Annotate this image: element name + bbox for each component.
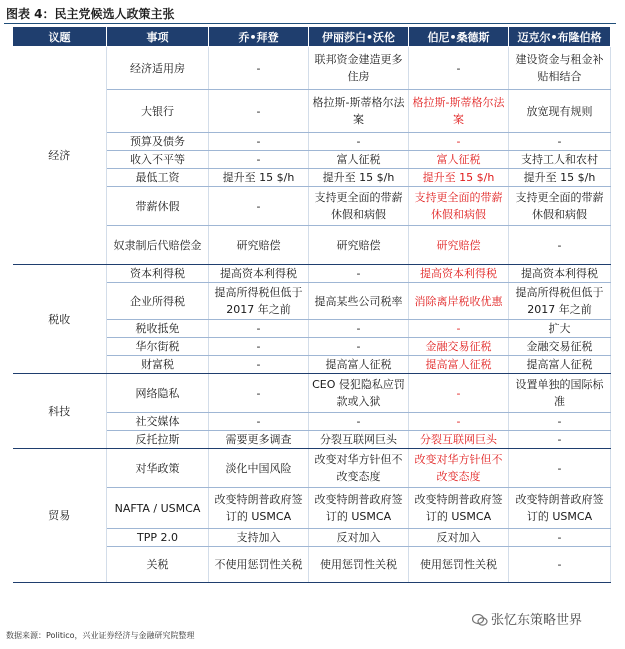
topic-cell: 经济 [13,47,107,265]
bloomberg-cell: - [509,413,611,431]
bloomberg-cell: 提高资本利得税 [509,265,611,283]
figure-title: 图表 4：民主党候选人政策主张 [6,7,175,21]
biden-cell: 提升至 15 $/h [209,169,309,187]
item-cell: 企业所得税 [107,283,209,320]
warren-cell: 使用惩罚性关税 [309,547,409,583]
warren-cell: 改变特朗普政府签订的 USMCA [309,488,409,529]
sanders-cell: 提升至 15 $/h [409,169,509,187]
bloomberg-cell: - [509,226,611,265]
warren-cell: 格拉斯-斯蒂格尔法案 [309,90,409,133]
bloomberg-cell: 放宽现有规则 [509,90,611,133]
warren-cell: 研究赔偿 [309,226,409,265]
warren-cell: 联邦资金建造更多住房 [309,47,409,90]
biden-cell: 需要更多调查 [209,431,309,449]
biden-cell: - [209,413,309,431]
header-warren: 伊丽莎白•沃伦 [309,27,409,47]
topic-cell: 科技 [13,374,107,449]
warren-cell: - [309,265,409,283]
sanders-cell: 金融交易征税 [409,338,509,356]
wechat-icon [472,614,488,626]
biden-cell: 提高所得税但低于 2017 年之前 [209,283,309,320]
item-cell: 预算及债务 [107,133,209,151]
biden-cell: 改变特朗普政府签订的 USMCA [209,488,309,529]
item-cell: 华尔街税 [107,338,209,356]
item-cell: NAFTA / USMCA [107,488,209,529]
sanders-cell: 格拉斯-斯蒂格尔法案 [409,90,509,133]
bloomberg-cell: 提高富人征税 [509,356,611,374]
bloomberg-cell: 提高所得税但低于 2017 年之前 [509,283,611,320]
sanders-cell: 反对加入 [409,529,509,547]
sanders-cell: 富人征税 [409,151,509,169]
item-cell: 社交媒体 [107,413,209,431]
biden-cell: - [209,47,309,90]
bloomberg-cell: 设置单独的国际标准 [509,374,611,413]
title-rule [4,23,616,24]
biden-cell: - [209,374,309,413]
sanders-cell: - [409,413,509,431]
topic-cell: 贸易 [13,449,107,583]
biden-cell: - [209,133,309,151]
bloomberg-cell: 扩大 [509,320,611,338]
warren-cell: 改变对华方针但不改变态度 [309,449,409,488]
watermark [472,609,582,628]
item-cell: 反托拉斯 [107,431,209,449]
item-cell: 税收抵免 [107,320,209,338]
biden-cell: - [209,187,309,226]
sanders-cell: 提高富人征税 [409,356,509,374]
biden-cell: 淡化中国风险 [209,449,309,488]
biden-cell: 提高资本利得税 [209,265,309,283]
source-note: 数据来源：Politico，兴业证券经济与金融研究院整理 [6,631,195,640]
table-row [13,374,611,413]
warren-cell: 提升至 15 $/h [309,169,409,187]
biden-cell: - [209,338,309,356]
warren-cell: 反对加入 [309,529,409,547]
item-cell: 财富税 [107,356,209,374]
sanders-cell: 提高资本利得税 [409,265,509,283]
table-row [13,449,611,488]
policy-table [12,26,611,583]
header-topic: 议题 [13,27,107,47]
biden-cell: 研究赔偿 [209,226,309,265]
item-cell: 带薪休假 [107,187,209,226]
sanders-cell: 研究赔偿 [409,226,509,265]
sanders-cell: 支持更全面的带薪休假和病假 [409,187,509,226]
bloomberg-cell: 支持更全面的带薪休假和病假 [509,187,611,226]
biden-cell: 不使用惩罚性关税 [209,547,309,583]
item-cell: 网络隐私 [107,374,209,413]
topic-cell: 税收 [13,265,107,374]
sanders-cell: - [409,320,509,338]
bloomberg-cell: 提升至 15 $/h [509,169,611,187]
table-row [13,265,611,283]
bloomberg-cell: - [509,547,611,583]
sanders-cell: 使用惩罚性关税 [409,547,509,583]
bloomberg-cell: - [509,529,611,547]
warren-cell: 富人征税 [309,151,409,169]
header-biden: 乔•拜登 [209,27,309,47]
header-bloomberg: 迈克尔•布隆伯格 [509,27,611,47]
warren-cell: - [309,338,409,356]
bloomberg-cell: 改变特朗普政府签订的 USMCA [509,488,611,529]
sanders-cell: - [409,47,509,90]
biden-cell: - [209,320,309,338]
item-cell: 奴隶制后代赔偿金 [107,226,209,265]
bloomberg-cell: 金融交易征税 [509,338,611,356]
table-body [13,47,611,583]
sanders-cell: 分裂互联网巨头 [409,431,509,449]
warren-cell: 提高某些公司税率 [309,283,409,320]
item-cell: 最低工资 [107,169,209,187]
warren-cell: 分裂互联网巨头 [309,431,409,449]
biden-cell: - [209,356,309,374]
item-cell: 收入不平等 [107,151,209,169]
warren-cell: - [309,413,409,431]
warren-cell: 提高富人征税 [309,356,409,374]
biden-cell: - [209,90,309,133]
bloomberg-cell: 建设资金与租金补贴相结合 [509,47,611,90]
item-cell: 关税 [107,547,209,583]
watermark-text: 张忆东策略世界 [491,613,583,628]
header-row [13,27,611,47]
bloomberg-cell: - [509,133,611,151]
item-cell: 资本利得税 [107,265,209,283]
table-row [13,47,611,90]
biden-cell: - [209,151,309,169]
item-cell: 经济适用房 [107,47,209,90]
sanders-cell: 改变特朗普政府签订的 USMCA [409,488,509,529]
item-cell: 大银行 [107,90,209,133]
bloomberg-cell: 支持工人和农村 [509,151,611,169]
item-cell: TPP 2.0 [107,529,209,547]
warren-cell: 支持更全面的带薪休假和病假 [309,187,409,226]
bloomberg-cell: - [509,449,611,488]
warren-cell: - [309,320,409,338]
bloomberg-cell: - [509,431,611,449]
item-cell: 对华政策 [107,449,209,488]
biden-cell: 支持加入 [209,529,309,547]
sanders-cell: - [409,374,509,413]
warren-cell: CEO 侵犯隐私应罚款或入狱 [309,374,409,413]
sanders-cell: 改变对华方针但不改变态度 [409,449,509,488]
sanders-cell: 消除离岸税收优惠 [409,283,509,320]
warren-cell: - [309,133,409,151]
header-sanders: 伯尼•桑德斯 [409,27,509,47]
header-item: 事项 [107,27,209,47]
sanders-cell: - [409,133,509,151]
